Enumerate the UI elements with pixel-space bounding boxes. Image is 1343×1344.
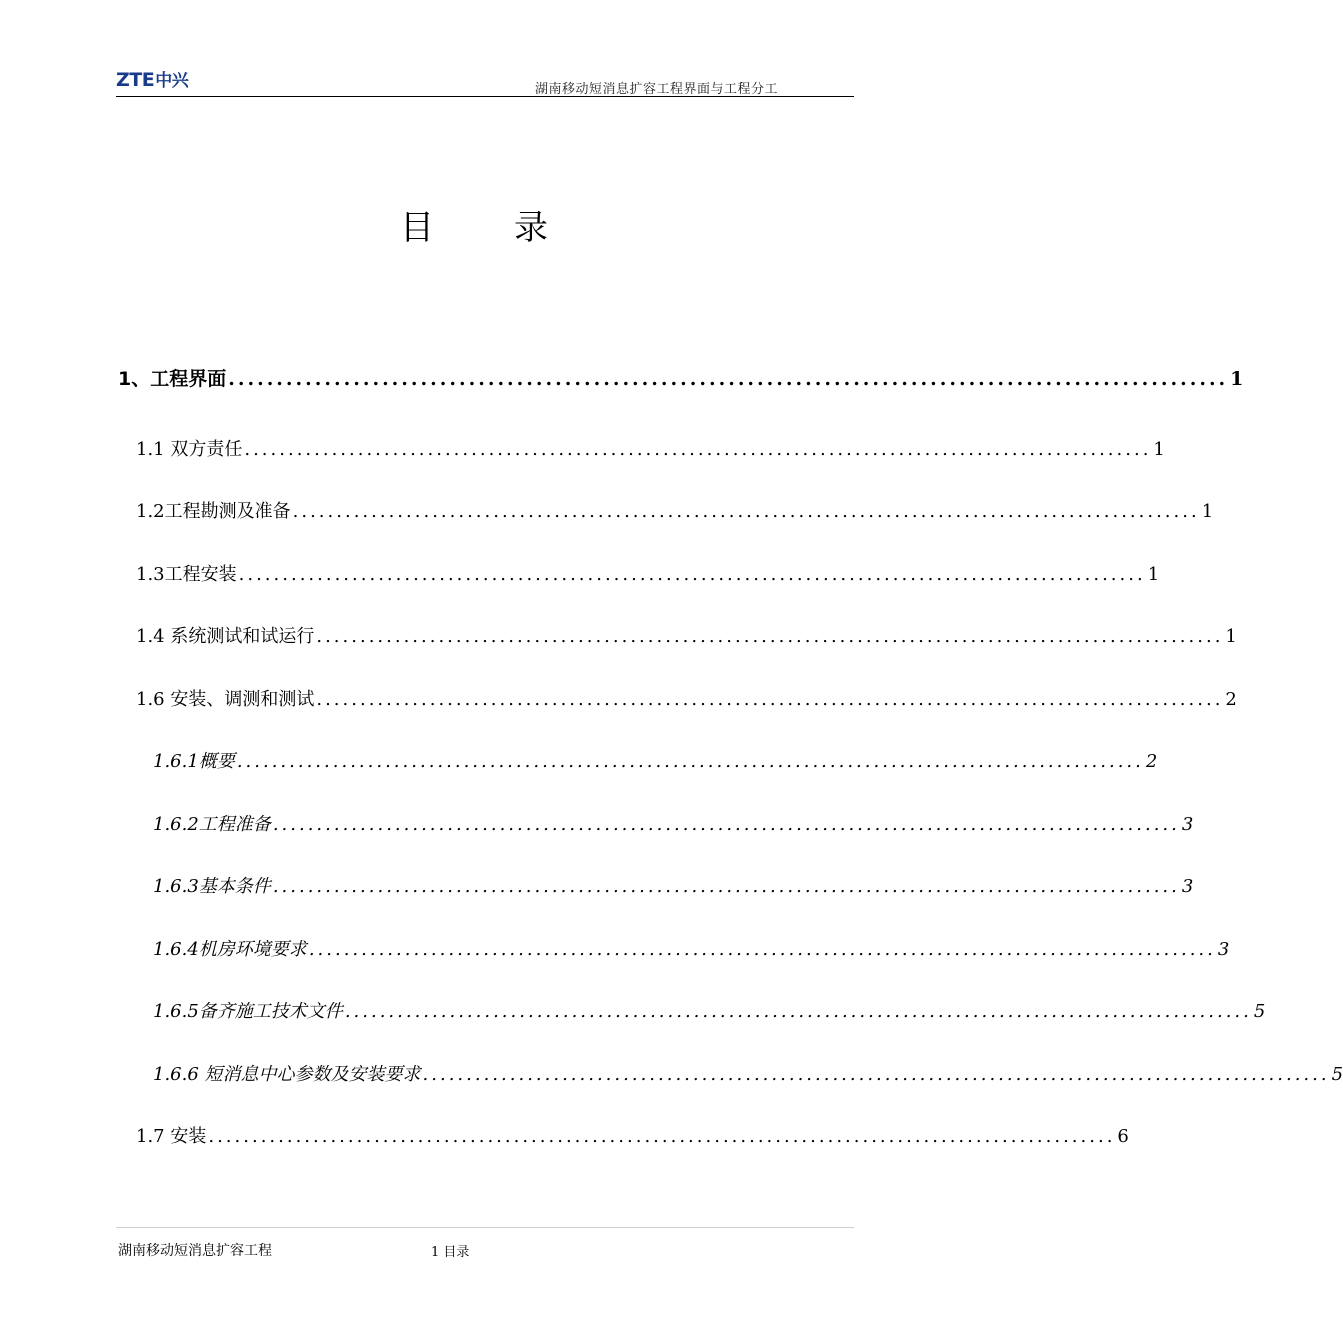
logo-latin: ZTE (116, 69, 155, 91)
toc-entry[interactable] (153, 1060, 1343, 1086)
toc-entry-page: 5 (1331, 1064, 1343, 1085)
toc-entry[interactable] (136, 435, 1165, 461)
toc-entry-text: 1.6.5备齐施工技术文件 (153, 1001, 343, 1022)
toc-title (0, 200, 950, 249)
toc-leader: ........................................................................................................ (308, 939, 1216, 960)
toc-entry-text: 1.4 系统测试和试运行 (136, 626, 315, 647)
page-header (116, 62, 854, 97)
toc-entry[interactable] (136, 1122, 1129, 1148)
header-title: 湖南移动短消息扩容工程界面与工程分工 (534, 82, 778, 97)
toc-entry[interactable] (136, 685, 1237, 711)
toc-leader: ........................................................................................................ (228, 368, 1229, 390)
toc-entry[interactable] (153, 747, 1158, 773)
footer-project-name: 湖南移动短消息扩容工程 (118, 1243, 272, 1259)
page-footer (116, 1227, 854, 1260)
toc-entry-text: 1.2工程勘测及准备 (136, 501, 291, 522)
toc-entry-page: 2 (1145, 751, 1158, 772)
toc-entry[interactable] (153, 810, 1194, 836)
toc-entry-text: 1.6.3基本条件 (153, 876, 271, 897)
toc-entry[interactable] (136, 622, 1237, 648)
toc-entry-page: 3 (1181, 876, 1194, 897)
toc-leader: ........................................................................................................ (316, 689, 1224, 710)
toc-title-right: 录 (514, 208, 550, 248)
toc-entry[interactable] (136, 560, 1160, 586)
toc-entry-page: 3 (1217, 939, 1230, 960)
toc-entry[interactable] (153, 997, 1266, 1023)
toc-leader: ........................................................................................................ (292, 501, 1200, 522)
toc-entry-text: 1.6.4机房环境要求 (153, 939, 307, 960)
toc-entry-text: 1.6 安装、调测和测试 (136, 689, 315, 710)
toc-title-left: 目 (400, 208, 436, 248)
toc-entry-page: 1 (1147, 564, 1160, 585)
toc-entry-text: 1.6.1概要 (153, 751, 235, 772)
toc-entry[interactable] (136, 497, 1214, 523)
toc-entry-text: 1.6.6 短消息中心参数及安装要求 (153, 1064, 421, 1085)
toc-entry-text: 1.1 双方责任 (136, 439, 243, 460)
toc-entry-page: 1 (1225, 626, 1237, 647)
toc-entry-page: 5 (1253, 1001, 1266, 1022)
toc-entry[interactable] (118, 364, 1244, 391)
toc-entry-text: 1、工程界面 (118, 368, 227, 390)
toc-leader: ........................................................................................................ (208, 1126, 1116, 1147)
toc-leader: ........................................................................................................ (272, 876, 1180, 897)
logo-cn: 中兴 (155, 71, 189, 91)
toc-entry[interactable] (153, 872, 1194, 898)
toc-leader: ........................................................................................................ (272, 814, 1180, 835)
toc-entry-page: 2 (1225, 689, 1237, 710)
toc-entry[interactable] (153, 935, 1230, 961)
toc-leader: ........................................................................................................ (238, 564, 1146, 585)
toc-leader: ........................................................................................................ (316, 626, 1224, 647)
toc-leader: ........................................................................................................ (244, 439, 1152, 460)
toc-entry-page: 6 (1117, 1126, 1129, 1147)
footer-page-number: 1 目录 (431, 1245, 470, 1260)
toc-entry-text: 1.6.2工程准备 (153, 814, 271, 835)
zte-logo (116, 66, 188, 91)
toc-entry-text: 1.7 安装 (136, 1126, 207, 1147)
toc-leader: ........................................................................................................ (422, 1064, 1330, 1085)
toc-leader: ........................................................................................................ (236, 751, 1144, 772)
toc-entry-page: 3 (1181, 814, 1194, 835)
toc-entry-text: 1.3工程安装 (136, 564, 237, 585)
toc-entry-page: 1 (1230, 368, 1244, 390)
toc-entry-page: 1 (1153, 439, 1165, 460)
toc-leader: ........................................................................................................ (344, 1001, 1252, 1022)
toc-entry-page: 1 (1201, 501, 1214, 522)
